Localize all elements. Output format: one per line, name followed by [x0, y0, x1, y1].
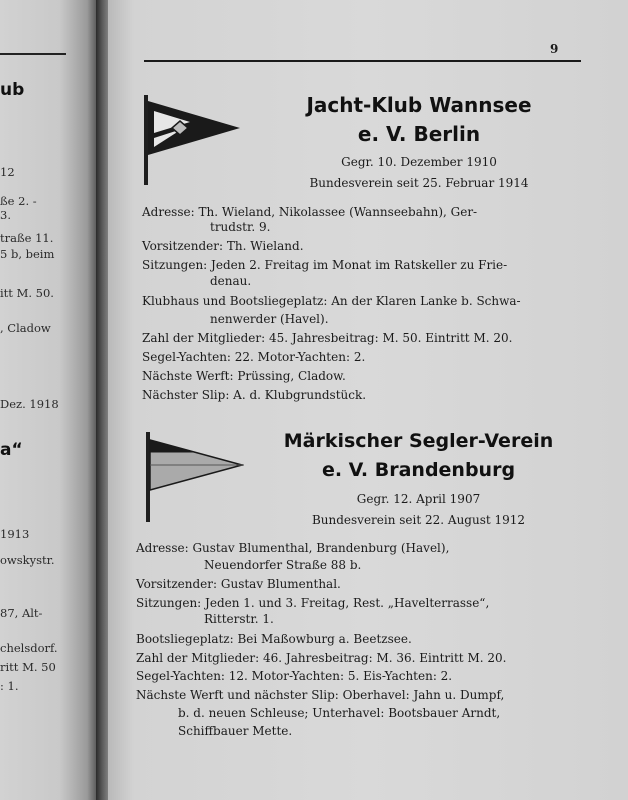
entry-line: Adresse: Th. Wieland, Nikolassee (Wannseebahn), Ger-	[142, 205, 478, 219]
federation-date: Bundesverein seit 25. Februar 1914	[309, 176, 529, 190]
entry-line: Adresse: Gustav Blumenthal, Brandenburg (Havel),	[136, 541, 450, 555]
pennant-icon	[142, 95, 244, 187]
club-title: Märkischer Segler-Verein	[283, 430, 554, 452]
entry-line: Nächste Werft: Prüssing, Cladow.	[142, 369, 346, 383]
left-page-fragment: chelsdorf.	[0, 641, 58, 655]
entry-line: Segel-Yachten: 12. Motor-Yachten: 5. Eis-Yachten: 2.	[136, 669, 453, 683]
entry-line: Ritterstr. 1.	[204, 612, 274, 626]
left-page-fragment: 5 b, beim	[0, 247, 55, 261]
entry-line: trudstr. 9.	[210, 220, 271, 234]
entry-line: Zahl der Mitglieder: 46. Jahresbeitrag: M. 36. Eintritt M. 20.	[136, 651, 507, 665]
club-subtitle: e. V. Berlin	[357, 122, 481, 146]
left-page-fragment: 12	[0, 165, 15, 179]
left-page-fragment: a“	[0, 440, 23, 460]
pennant-icon	[142, 432, 244, 524]
entry-line: Sitzungen: Jeden 2. Freitag im Monat im Ratskeller zu Frie-	[142, 258, 508, 272]
club-subtitle: e. V. Brandenburg	[321, 459, 516, 481]
federation-date: Bundesverein seit 22. August 1912	[311, 513, 526, 527]
right-page	[108, 0, 628, 800]
entry-line: Bootsliegeplatz: Bei Maßowburg a. Beetzsee.	[136, 632, 412, 646]
entry-line: Nächster Slip: A. d. Klubgrundstück.	[142, 388, 367, 402]
entry-line: Schiffbauer Mette.	[178, 724, 293, 738]
left-page-fragment: ub	[0, 80, 25, 100]
entry-line: Zahl der Mitglieder: 45. Jahresbeitrag: M. 50. Eintritt M. 20.	[142, 331, 513, 345]
left-page-fragment: ße 2. -	[0, 194, 37, 208]
left-page-fragment: owskystr.	[0, 553, 55, 567]
entry-line: nenwerder (Havel).	[210, 312, 329, 326]
entry-line: Klubhaus und Bootsliegeplatz: An der Klaren Lanke b. Schwa-	[142, 294, 521, 308]
left-page-fragment: 87, Alt-	[0, 606, 43, 620]
founded-date: Gegr. 10. Dezember 1910	[341, 155, 497, 169]
left-page-fragment: 1913	[0, 527, 30, 541]
entry-line: Vorsitzender: Gustav Blumenthal.	[136, 577, 341, 591]
left-page-fragment: Dez. 1918	[0, 397, 59, 411]
entry-line: Segel-Yachten: 22. Motor-Yachten: 2.	[142, 350, 366, 364]
left-page-fragment: itt M. 50.	[0, 286, 54, 300]
page-number: 9	[550, 42, 559, 56]
left-page-fragment: traße 11.	[0, 231, 54, 245]
entry-line: Neuendorfer Straße 88 b.	[204, 558, 362, 572]
entry-line: Nächste Werft und nächster Slip: Oberhavel: Jahn u. Dumpf,	[136, 688, 505, 702]
founded-date: Gegr. 12. April 1907	[356, 492, 481, 506]
left-page-fragment: , Cladow	[0, 321, 51, 335]
left-page-fragment: ritt M. 50	[0, 660, 56, 674]
club-title: Jacht-Klub Wannsee	[306, 93, 532, 117]
left-page-fragment: : 1.	[0, 679, 19, 693]
entry-line: Sitzungen: Jeden 1. und 3. Freitag, Rest. „Havelterrasse“,	[136, 596, 490, 610]
left-page-rule	[0, 53, 66, 55]
entry-line: denau.	[210, 274, 252, 288]
left-page-fragment: 3.	[0, 208, 11, 222]
header-rule	[144, 60, 581, 62]
left-page	[0, 0, 99, 800]
entry-line: Vorsitzender: Th. Wieland.	[142, 239, 304, 253]
entry-line: b. d. neuen Schleuse; Unterhavel: Bootsbauer Arndt,	[178, 706, 501, 720]
